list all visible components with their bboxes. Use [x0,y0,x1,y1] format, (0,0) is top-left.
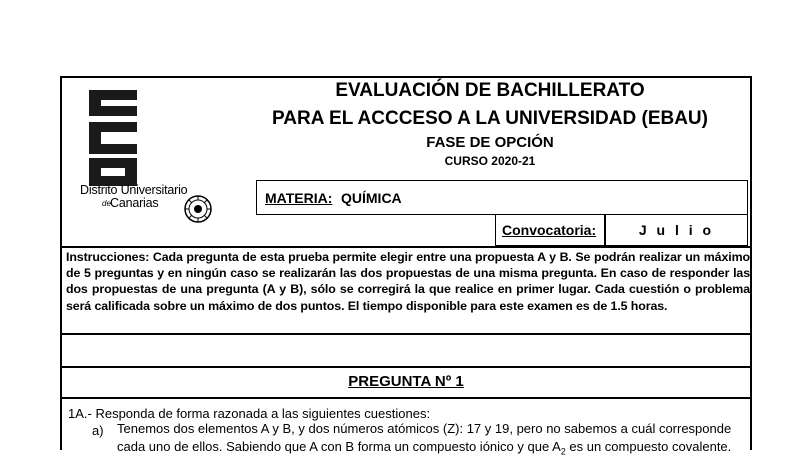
divider-top [61,246,751,248]
convocatoria-value: J u l i o [638,222,715,238]
logo-text-line2: Canarias [110,196,159,210]
exam-course: CURSO 2020-21 [444,154,536,168]
question-item-text-part1: Tenemos dos elementos A y B, y dos números atómicos (Z): 17 y 19, pero no sabemos a cuál corresponde cada uno de ellos. Sabiendo que A con B forma un compuesto iónico y que A [117,421,732,454]
duc-logo [80,80,230,220]
instructions-paragraph: Instrucciones: Cada pregunta de esta prueba permite elegir entre una propuesta A y B. Se podrán realizar un máximo de 5 preguntas y en ningún caso se realizarán las dos propuestas de una misma pregunta. En caso de responder las dos propuestas de una pregunta (A y B), sólo se corregirá la que realice en primer lugar. Cada cuestión o problema será calificada sobre un máximo de dos puntos. El tiempo disponible para este examen es de 1.5 horas. [66,250,750,313]
university-seal-icon [183,194,213,224]
question-item-subscript: 2 [560,446,566,457]
exam-title-line2: PARA EL ACCCESO A LA UNIVERSIDAD (EBAU) [272,108,708,129]
materia-value: QUÍMICA [341,190,402,206]
question-title: PREGUNTA Nº 1 [348,373,464,390]
logo-text-de: de [102,199,111,208]
duc-letters-logo [83,82,143,190]
exam-title-line1: EVALUACIÓN DE BACHILLERATO [335,80,645,101]
materia-box [256,180,748,215]
logo-text-line1: Distrito Universitario [80,183,188,197]
question-item-text [117,420,751,461]
materia-label: MATERIA: [265,190,333,206]
question-item-text-part2: es un compuesto covalente. [565,439,732,454]
divider-question [61,366,751,368]
exam-phase: FASE DE OPCIÓN [426,134,554,151]
divider-question-bottom [61,397,751,399]
convocatoria-box [495,214,748,246]
question-intro: 1A.- Responda de forma razonada a las siguientes cuestiones: [68,406,431,421]
divider-middle [61,333,751,335]
question-item-label: a) [92,423,104,438]
convocatoria-label: Convocatoria: [502,222,597,238]
